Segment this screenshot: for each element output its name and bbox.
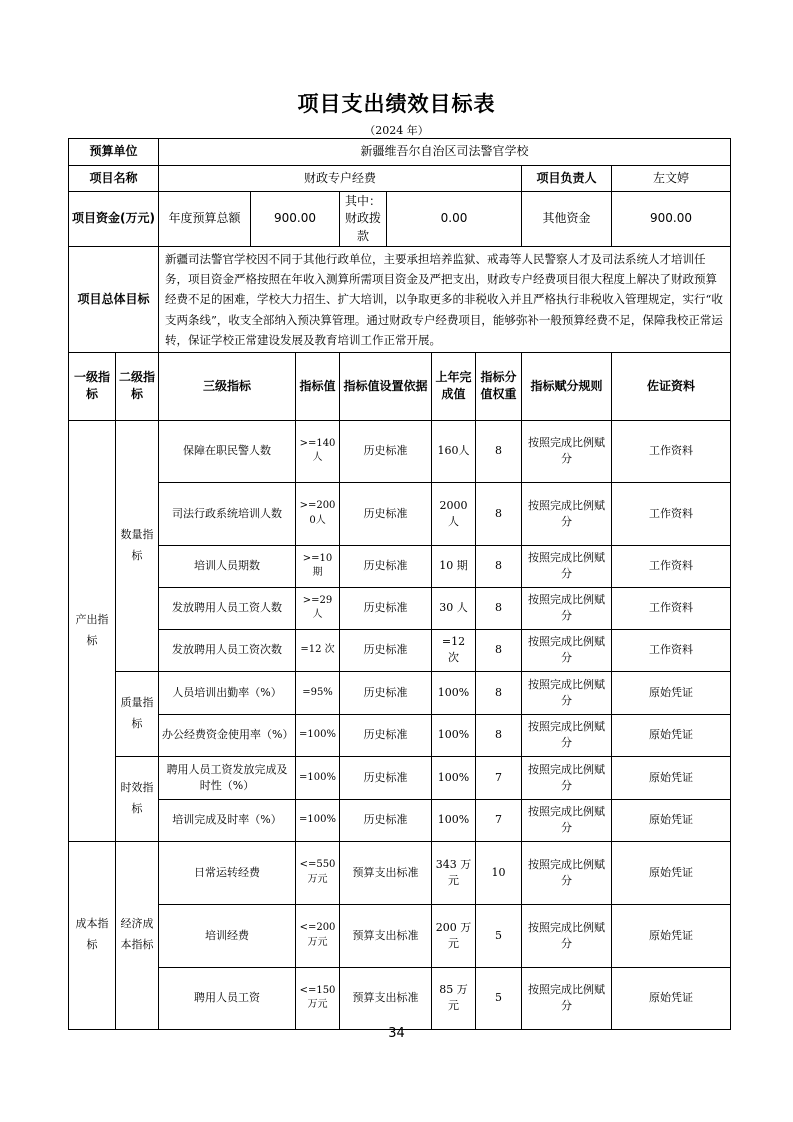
indicator-last-year: 30 人 xyxy=(432,587,476,629)
indicator-weight: 10 xyxy=(476,841,522,904)
indicator-last-year: 85 万元 xyxy=(432,967,476,1029)
indicator-name: 培训人员期数 xyxy=(159,545,296,587)
table-row xyxy=(69,841,731,904)
category-economic: 经济成本指标 xyxy=(116,841,159,1029)
performance-target-table xyxy=(68,138,731,1030)
indicator-rule: 按照完成比例赋分 xyxy=(522,799,612,841)
indicator-weight: 8 xyxy=(476,587,522,629)
table-row xyxy=(69,671,731,714)
table-row xyxy=(69,967,731,1029)
indicator-rule: 按照完成比例赋分 xyxy=(522,904,612,967)
indicator-value: >=29人 xyxy=(296,587,340,629)
indicator-value: <=150万元 xyxy=(296,967,340,1029)
indicator-evidence: 原始凭证 xyxy=(612,799,731,841)
project-name-value: 财政专户经费 xyxy=(159,166,522,192)
page-title: 项目支出绩效目标表 xyxy=(297,92,496,116)
indicator-value: >=10期 xyxy=(296,545,340,587)
indicator-name: 发放聘用人员工资人数 xyxy=(159,587,296,629)
indicator-weight: 5 xyxy=(476,904,522,967)
indicator-evidence: 工作资料 xyxy=(612,482,731,545)
indicator-basis: 历史标准 xyxy=(340,587,432,629)
indicator-value: =12 次 xyxy=(296,629,340,671)
category-timeliness: 时效指标 xyxy=(116,756,159,841)
indicator-last-year: 343 万元 xyxy=(432,841,476,904)
indicator-weight: 8 xyxy=(476,420,522,482)
indicator-name: 日常运转经费 xyxy=(159,841,296,904)
indicator-basis: 历史标准 xyxy=(340,756,432,799)
indicator-rule: 按照完成比例赋分 xyxy=(522,756,612,799)
indicator-weight: 8 xyxy=(476,671,522,714)
indicator-value: >=2000人 xyxy=(296,482,340,545)
indicator-basis: 预算支出标准 xyxy=(340,904,432,967)
header-weight: 指标分值权重 xyxy=(476,352,522,420)
indicator-last-year: 100% xyxy=(432,671,476,714)
indicator-rule: 按照完成比例赋分 xyxy=(522,545,612,587)
budget-unit-row xyxy=(69,139,731,166)
indicator-basis: 历史标准 xyxy=(340,799,432,841)
annual-budget-value: 900.00 xyxy=(251,192,340,247)
header-row xyxy=(69,352,731,420)
table-row xyxy=(69,545,731,587)
header-evidence: 佐证资料 xyxy=(612,352,731,420)
indicator-rule: 按照完成比例赋分 xyxy=(522,629,612,671)
indicator-evidence: 原始凭证 xyxy=(612,967,731,1029)
indicator-name: 保障在职民警人数 xyxy=(159,420,296,482)
goal-label: 项目总体目标 xyxy=(69,247,159,353)
table-row xyxy=(69,629,731,671)
table-row xyxy=(69,756,731,799)
indicator-value: <=550万元 xyxy=(296,841,340,904)
indicator-value: =100% xyxy=(296,714,340,756)
indicator-last-year: 100% xyxy=(432,714,476,756)
indicator-weight: 7 xyxy=(476,756,522,799)
project-leader-label: 项目负责人 xyxy=(522,166,612,192)
indicator-basis: 历史标准 xyxy=(340,482,432,545)
indicator-rule: 按照完成比例赋分 xyxy=(522,967,612,1029)
category-quantity: 数量指标 xyxy=(116,420,159,671)
indicator-rule: 按照完成比例赋分 xyxy=(522,482,612,545)
indicator-name: 办公经费资金使用率（%） xyxy=(159,714,296,756)
funds-row xyxy=(69,192,731,247)
table-row xyxy=(69,420,731,482)
indicator-name: 培训完成及时率（%） xyxy=(159,799,296,841)
indicator-value: =100% xyxy=(296,756,340,799)
indicator-basis: 预算支出标准 xyxy=(340,841,432,904)
indicator-weight: 8 xyxy=(476,545,522,587)
goal-row xyxy=(69,247,731,353)
header-last-year: 上年完成值 xyxy=(432,352,476,420)
indicator-weight: 5 xyxy=(476,967,522,1029)
fiscal-label: 其中：财政拨款 xyxy=(340,192,387,247)
other-funds-value: 900.00 xyxy=(612,192,731,247)
indicator-weight: 8 xyxy=(476,482,522,545)
indicator-rule: 按照完成比例赋分 xyxy=(522,714,612,756)
header-level1: 一级指标 xyxy=(69,352,116,420)
indicator-last-year: 200 万元 xyxy=(432,904,476,967)
indicator-value: =95% xyxy=(296,671,340,714)
indicator-basis: 历史标准 xyxy=(340,671,432,714)
indicator-name: 司法行政系统培训人数 xyxy=(159,482,296,545)
budget-unit-value: 新疆维吾尔自治区司法警官学校 xyxy=(159,139,731,166)
indicator-rule: 按照完成比例赋分 xyxy=(522,587,612,629)
indicator-basis: 预算支出标准 xyxy=(340,967,432,1029)
table-row xyxy=(69,714,731,756)
project-name-row xyxy=(69,166,731,192)
indicator-rule: 按照完成比例赋分 xyxy=(522,671,612,714)
header-rule: 指标赋分规则 xyxy=(522,352,612,420)
indicator-evidence: 原始凭证 xyxy=(612,841,731,904)
category-cost: 成本指标 xyxy=(69,841,116,1029)
table-row xyxy=(69,799,731,841)
goal-text: 新疆司法警官学校因不同于其他行政单位，主要承担培养监狱、戒毒等人民警察人才及司法系统人才培训任务，项目资金严格按照在年收入测算所需项目资金及严把支出，财政专户经费项目很大程度上解决了财政预算经费不足的困难，学校大力招生、扩大培训，以争取更多的非税收入并且严格执行非税收入管理规定，实行“收支两条线”，收支全部纳入预决算管理。通过财政专户经费项目，能够弥补一般预算经费不足，保障我校正常运转，保证学校正常建设发展及教育培训工作正常开展。 xyxy=(159,247,731,353)
indicator-evidence: 原始凭证 xyxy=(612,714,731,756)
indicator-evidence: 工作资料 xyxy=(612,420,731,482)
indicator-basis: 历史标准 xyxy=(340,420,432,482)
indicator-rule: 按照完成比例赋分 xyxy=(522,420,612,482)
indicator-value: >=140人 xyxy=(296,420,340,482)
header-level3: 三级指标 xyxy=(159,352,296,420)
table-row xyxy=(69,587,731,629)
table-row xyxy=(69,904,731,967)
indicator-weight: 7 xyxy=(476,799,522,841)
header-value: 指标值 xyxy=(296,352,340,420)
header-basis: 指标值设置依据 xyxy=(340,352,432,420)
indicator-last-year: 160人 xyxy=(432,420,476,482)
indicator-name: 发放聘用人员工资次数 xyxy=(159,629,296,671)
indicator-last-year: 100% xyxy=(432,756,476,799)
project-leader-value: 左文婷 xyxy=(612,166,731,192)
indicator-value: =100% xyxy=(296,799,340,841)
indicator-name: 聘用人员工资发放完成及时性（%） xyxy=(159,756,296,799)
other-funds-label: 其他资金 xyxy=(522,192,612,247)
indicator-evidence: 工作资料 xyxy=(612,545,731,587)
indicator-rule: 按照完成比例赋分 xyxy=(522,841,612,904)
indicator-last-year: 2000人 xyxy=(432,482,476,545)
indicator-evidence: 原始凭证 xyxy=(612,756,731,799)
category-quality: 质量指标 xyxy=(116,671,159,756)
funds-label: 项目资金(万元) xyxy=(69,192,159,247)
indicator-evidence: 原始凭证 xyxy=(612,904,731,967)
category-output: 产出指标 xyxy=(69,420,116,841)
indicator-evidence: 原始凭证 xyxy=(612,671,731,714)
indicator-value: <=200万元 xyxy=(296,904,340,967)
indicator-weight: 8 xyxy=(476,629,522,671)
project-name-label: 项目名称 xyxy=(69,166,159,192)
table-row xyxy=(69,482,731,545)
indicator-basis: 历史标准 xyxy=(340,545,432,587)
indicator-name: 培训经费 xyxy=(159,904,296,967)
year-label: （2024 年） xyxy=(364,124,429,137)
indicator-name: 聘用人员工资 xyxy=(159,967,296,1029)
budget-unit-label: 预算单位 xyxy=(69,139,159,166)
fiscal-value: 0.00 xyxy=(387,192,522,247)
indicator-basis: 历史标准 xyxy=(340,629,432,671)
header-level2: 二级指标 xyxy=(116,352,159,420)
indicator-evidence: 工作资料 xyxy=(612,587,731,629)
indicator-weight: 8 xyxy=(476,714,522,756)
indicator-last-year: 100% xyxy=(432,799,476,841)
page-number: 34 xyxy=(388,1026,405,1041)
indicator-name: 人员培训出勤率（%） xyxy=(159,671,296,714)
indicator-basis: 历史标准 xyxy=(340,714,432,756)
indicator-last-year: =12 次 xyxy=(432,629,476,671)
annual-budget-label: 年度预算总额 xyxy=(159,192,251,247)
indicator-evidence: 工作资料 xyxy=(612,629,731,671)
indicator-last-year: 10 期 xyxy=(432,545,476,587)
